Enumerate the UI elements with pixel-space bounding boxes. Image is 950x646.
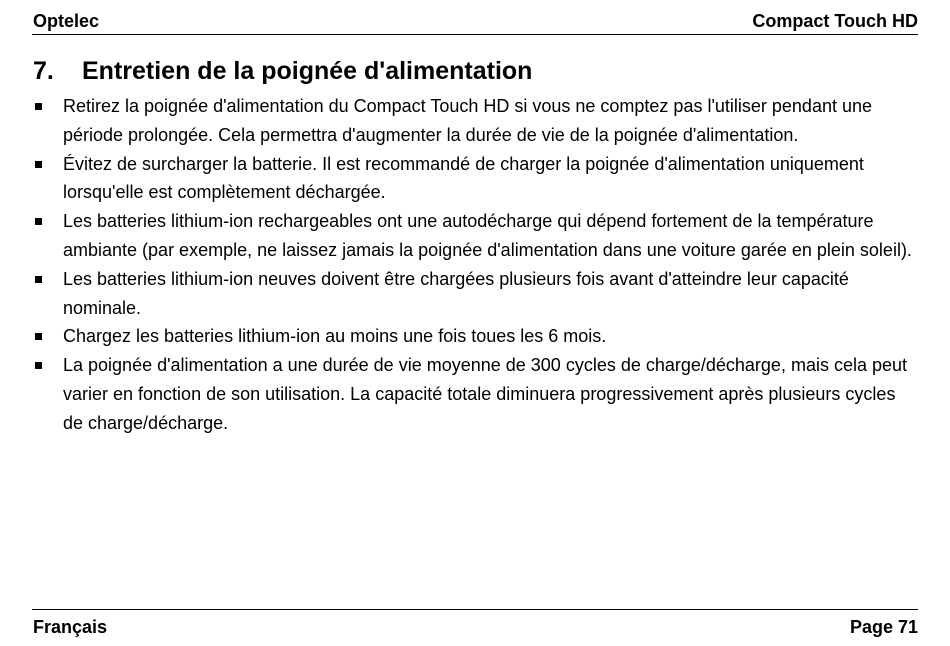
header-brand: Optelec [33,11,100,31]
list-item-text: Chargez les batteries lithium-ion au moins une fois toues les 6 mois. [63,326,607,347]
list-item-text: Évitez de surcharger la batterie. Il est recommandé de charger la poignée d'alimentation uniquement lorsqu'elle est complètement déchargée. [63,153,864,203]
list-item [33,92,913,150]
list-item [33,150,913,208]
list-item [33,322,913,351]
page-number: Page 71 [849,617,918,637]
square-bullet-icon [35,276,42,283]
section-title-text: Entretien de la poignée d'alimentation [82,57,533,85]
footer-language: Français [33,617,108,637]
maintenance-list [33,92,913,438]
list-item-text: Retirez la poignée d'alimentation du Compact Touch HD si vous ne comptez pas l'utiliser pendant une période prolongée. Cela permettra d'augmenter la durée de vie de la poignée d'alimentation. [63,96,872,145]
list-item [33,265,913,323]
page-footer [32,609,918,640]
square-bullet-icon [35,103,42,110]
list-item-text: Les batteries lithium-ion rechargeables ont une autodécharge qui dépend fortement de la température ambiante (par exemple, ne laissez jamais la poignée d'alimentation dans une voiture garée en plein soleil). [63,211,912,260]
section-number: 7. [33,57,54,85]
list-item-text: La poignée d'alimentation a une durée de vie moyenne de 300 cycles de charge/décharge, mais cela peut varier en fonction de son utilisation. La capacité totale diminuera progressivement après plusieurs cycles de charge/décharge. [63,355,908,433]
square-bullet-icon [35,333,42,340]
square-bullet-icon [35,362,42,369]
header-product: Compact Touch HD [752,11,918,31]
list-item [33,207,913,265]
section-title [33,55,532,87]
square-bullet-icon [35,218,42,225]
square-bullet-icon [35,161,42,168]
list-item [33,351,913,437]
page-header [32,8,918,35]
list-item-text: Les batteries lithium-ion neuves doivent être chargées plusieurs fois avant d'atteindre leur capacité nominale. [63,268,849,318]
